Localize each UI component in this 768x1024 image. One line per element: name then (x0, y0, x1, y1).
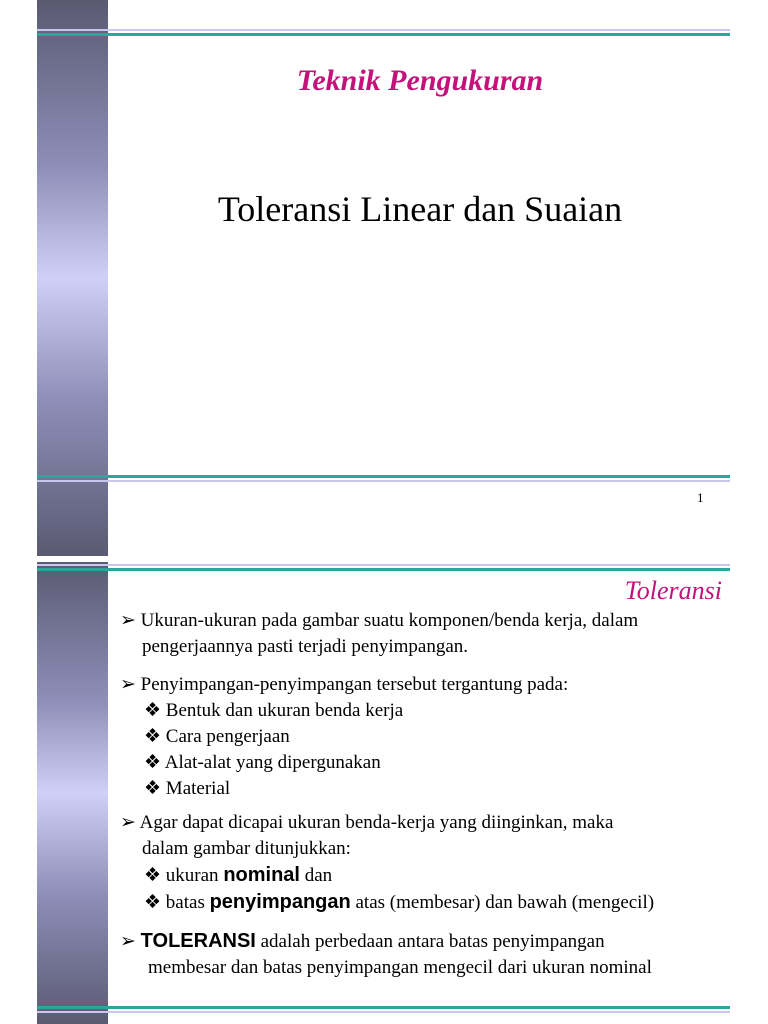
sub-bullet-nominal: ❖ ukuran nominal dan (144, 864, 333, 886)
bottom-divider (37, 475, 730, 482)
bullet-4: ➢ TOLERANSI adalah perbedaan antara batas penyimpangan (120, 930, 605, 952)
diamond-bullet-icon: ❖ (144, 865, 162, 886)
bullet-1-cont: pengerjaannya pasti terjadi penyimpangan. (142, 636, 469, 657)
bullet-4-cont: membesar dan batas penyimpangan mengecil dari ukuran nominal (148, 957, 652, 978)
bullet-3: ➢ Agar dapat dicapai ukuran benda-kerja yang diinginkan, maka (120, 812, 614, 833)
bullet-3-cont: dalam gambar ditunjukkan: (142, 838, 351, 859)
slide-heading: Toleransi (624, 576, 722, 605)
arrow-bullet-icon: ➢ (120, 610, 136, 631)
sub-bullet: ❖ Bentuk dan ukuran benda kerja (144, 700, 404, 721)
bottom-divider (37, 1006, 730, 1013)
top-divider (37, 29, 730, 36)
arrow-bullet-icon: ➢ (120, 931, 136, 952)
diamond-bullet-icon: ❖ (144, 892, 162, 913)
bullet-1: ➢ Ukuran-ukuran pada gambar suatu komponen/benda kerja, dalam (120, 610, 639, 631)
diamond-bullet-icon: ❖ (144, 726, 162, 747)
slide-content (120, 608, 740, 981)
slide-subtitle: Teknik Pengukuran (296, 64, 544, 97)
sub-bullet: ❖ Alat-alat yang dipergunakan (144, 752, 381, 773)
side-bar (37, 562, 108, 1024)
sub-bullet-penyimpangan: ❖ batas penyimpangan atas (membesar) dan bawah (mengecil) (144, 891, 655, 913)
arrow-bullet-icon: ➢ (120, 674, 136, 695)
diamond-bullet-icon: ❖ (144, 778, 162, 799)
sub-bullet: ❖ Material (144, 778, 231, 799)
bullet-2: ➢ Penyimpangan-penyimpangan tersebut tergantung pada: (120, 674, 569, 695)
arrow-bullet-icon: ➢ (120, 812, 136, 833)
diamond-bullet-icon: ❖ (144, 700, 162, 721)
diamond-bullet-icon: ❖ (144, 752, 162, 773)
sub-bullet: ❖ Cara pengerjaan (144, 726, 290, 747)
slide-title: Toleransi Linear dan Suaian (217, 189, 623, 229)
top-divider (37, 564, 730, 571)
slide-2 (0, 562, 768, 1024)
page-number: 1 (697, 490, 704, 505)
